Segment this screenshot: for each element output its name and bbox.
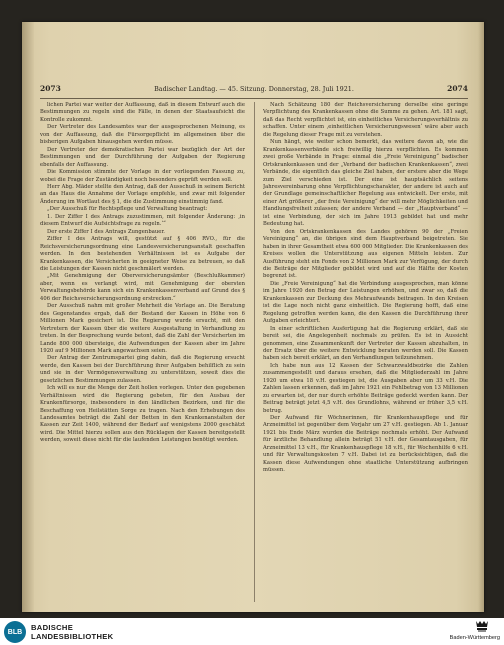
library-name: [31, 623, 113, 641]
left-column-paragraph: Die Kommission stimmte der Vorlage in der vorliegenden Fassung zu, wobei die Frage der Zuständigkeit noch besonders geprüft werden soll.: [40, 169, 245, 183]
page-number-right: 2074: [447, 84, 468, 93]
page-number-left: 2073: [40, 84, 61, 93]
left-column-paragraph: Ich will es nur die Menge der Zeit hollen vorlegen. Unter den gegebenen Verhältnissen wird die Regierung gebeten, für den Ausbau der Krankenfürsorge, insbesondere in den ländlichen Bezirken, und für die Beschaffung von Heilstätten Sorge zu tragen. Nach den Erhebungen des Landesamtes beträgt die Zahl der Betten in den Krankenanstalten der Kassen zur Zeit 1400, während der Bedarf auf wenigstens 2000 geschätzt wird. Die Mittel hierzu sollen aus den Rücklagen der Kassen bereitgestellt werden, soweit diese nicht für die laufenden Leistungen benötigt werden.: [40, 385, 245, 444]
left-column-paragraph: 1. Der Ziffer I des Antrags zuzustimmen, mit folgender Änderung: ‚in diesem Entwurf die Aufsichtsfrage zu regeln.‘“: [40, 213, 245, 228]
running-header: [40, 84, 468, 96]
baden-wuerttemberg-crest-icon: [474, 619, 490, 633]
blb-logo[interactable]: BLB: [4, 621, 26, 643]
right-column-paragraph: Ich habe nun aus 12 Kassen der Schwarzwaldbezirke die Zahlen zusammengestellt und daraus ersehen, daß die Mitgliederzahl im Jahre 1920 um etwa 18 v.H. gestiegen ist, die Ausgaben aber um 33 v.H. Die Zahlen lassen erkennen, daß im Jahre 1921 ein Fehlbetrag von 13 Millionen zu erwarten ist, der nur durch erhöhte Beiträge gedeckt werden kann. Der Beitrag beträgt jetzt 4,5 v.H. des Grundlohns, während er früher 3,5 v.H. betrug.: [263, 362, 468, 414]
right-column-paragraph: In einer schriftlichen Ausfertigung hat die Regierung erklärt, daß sie bereit sei, die Angelegenheit nochmals zu prüfen. Es ist in Aussicht genommen, eine Zusammenkunft der Vertreter der Kassen abzuhalten, in der Ersatz über die weitere Entwicklung beraten werden soll. Die Kassen haben sich bereit erklärt, an den Verhandlungen teilzunehmen.: [263, 325, 468, 362]
library-footer: [0, 618, 504, 645]
library-name-line2: LANDESBIBLIOTHEK: [31, 632, 114, 641]
right-column-paragraph: Nun hängt, wie weiter schon bemerkt, das weitere davon ab, wie die Krankenkassenverbände sich freiwillig hierzu verpflichten. Es kommen zwei große Verbände in Frage: einmal die „Freie Vereinigung“ badischer Ortskrankenkassen und der „Verband der badischen Krankenkassen“, zwei Verbände, die eigentlich das gleiche Ziel haben, der erstere aber die Wege zum Ziel verschieden ist. Der eine ist hauptsächlich seitens Jahresvereinbarung ohne Verpflichtungscharakter, der andere ist auch auf der Grundlage gemeinschaftlicher Regelung aus entwickelt. Der erste, mit einer Art größerer „der freie Vereinigung“ der will mehr Möglichkeiten und Handlungsfreiheit zulassen; der andere Verband — der „Hauptverband“ — ist eine Verbindung, der sich im Jahre 1913 gebildet hat und mehr Bedeutung hat.: [263, 139, 468, 228]
column-divider: [254, 102, 255, 602]
left-column-paragraph: Herr Abg. Mäder stellte den Antrag, daß der Ausschuß in seinem Bericht an das Haus die Annahme der Vorlage empfehle, und zwar mit folgender Änderung im Wortlaut des § 1, die die Zustimmung einstimmig fand.: [40, 183, 245, 205]
header-title: Badischer Landtag. — 45. Sitzung. Donnerstag, 28. Juli 1921.: [154, 85, 354, 93]
left-column-paragraph: „Der Ausschuß für Rechtspflege und Verwaltung beantragt:: [47, 206, 208, 213]
left-column-paragraph: Ziffer I des Antrags will, gestützt auf § 406 RVO., für die Reichsversicherungsordnung eine Landesversicherungsanstalt geschaffen werden. In den bestehenden Verhältnissen ist es Aufgabe der Krankenkassen, die Versicherten in geeigneter Weise zu betreuen, so daß die Leistungen der Kassen nicht geschmälert werden.: [40, 236, 245, 272]
left-column-paragraph: lichen Partei war weiter der Auffassung, daß in diesem Entwurf auch die Bestimmungen zu regeln sind die Fälle, in denen der Staatsaufsicht die Kontrolle zukommt.: [40, 102, 245, 123]
left-column-paragraph: Der Ausschuß nahm mit großer Mehrheit die Vorlage an. Die Beratung des Gegenstandes ergab, daß der Bestand der Kassen in Höhe von 6 Millionen Mark gesichert ist. Die Regierung wurde ersucht, mit den Vertretern der Kassen über die weitere Ausgestaltung in Verhandlung zu treten. In der Besprechung wurde betont, daß die Zahl der Versicherten im Lande 800 000 übersteige, die Aufwendungen der Kassen aber im Jahre 1920 auf 9 Millionen Mark angewachsen seien.: [40, 303, 245, 354]
left-column-paragraph: Der Vertreter der demokratischen Partei war bezüglich der Art der Bestimmungen und der Durchführung der Aufgaben der Regierung ebenfalls der Auffassung.: [40, 146, 245, 168]
right-column-paragraph: Die „Freie Vereinigung“ hat die Verbindung ausgesprochen, man könne im Jahre 1920 den Betrag der Leistungen erhöhen, und zwar so, daß die Krankenkassen zur Deckung des Mehraufwands beitragen. In den Kreisen ist die Lage noch nicht ganz einheitlich. Die Regierung hofft, daß eine Regelung getroffen werden kann, die den Kassen die Durchführung ihrer Aufgaben erleichtert.: [263, 280, 468, 325]
page-content: [22, 22, 484, 612]
left-column-paragraph: Der Antrag der Zentrumspartei ging dahin, daß die Regierung ersucht werde, den Kassen bei der Durchführung ihrer Aufgaben behilflich zu sein und sie in der Vermögensverwaltung zu unterstützen, soweit dies die gesetzlichen Bestimmungen zulassen.: [40, 355, 245, 384]
header-rule: [40, 98, 468, 99]
left-column-paragraph: „Mit Genehmigung der Oberversicherungsämter (Beschlußkammer) aber, wenn es verlangt wird, mit Genehmigung der obersten Verwaltungsbehörde kann sich ein Krankenkassenverband auf Grund des § 406 der Reichsversicherungsordnung erstrecken.“: [40, 273, 245, 302]
right-column-paragraph: Der Aufwand für Wöchnerinnen, für Krankenhauspflege und für Arzneimittel ist gegenüber dem Vorjahr um 27 v.H. gestiegen. Ab 1. Januar 1921 bis Ende März wurden die Beiträge nochmals erhöht. Der Aufwand für ärztliche Behandlung allein beträgt 51 v.H. der Gesamtausgaben, für Arzneimittel 13 v.H., für Krankenhauspflege 18 v.H., für Wochenhilfe 6 v.H. und für Verwaltungskosten 7 v.H. Dabei ist zu berücksichtigen, daß die Kassen diese Aufwendungen ohne staatliche Unterstützung aufbringen müssen.: [263, 415, 468, 474]
right-column-paragraph: Nach Schätzung 180 der Reichsversicherung derselbe eine geringe Verpflichtung des Krankenkassen ohne die Summe zu gehen. Art. 181 sagt, daß das Recht verpflichtet ist, ein einheitliches Versicherungsverhältnis zu schaffen. Unter einem ‚einheitlichen Versicherungswesen‘ wäre aber auch die Regelung dieser Frage mit zu verstehen.: [263, 102, 468, 138]
region-label: Baden-Württemberg: [449, 635, 500, 641]
library-name-line1: BADISCHE: [31, 623, 74, 632]
right-column: [263, 102, 468, 602]
left-column: [40, 102, 245, 602]
left-column-paragraph: Der Vertreter des Landesamtes war der ausgesprochenen Meinung, es von der Auffassung, daß die Fürsorgepflicht im allgemeinen über die bisherigen Aufgaben hinausgehen werden müsse.: [40, 124, 245, 146]
right-column-paragraph: Von den Ortskrankenkassen des Landes gehören 90 der „Freien Vereinigung“ an, die übrigen sind dem Hauptverband beigetreten. Sie haben in ihrer Gesamtheit etwa 600 000 Mitglieder. Die Krankenkassen des Kreises wollen die Unterstützung aus eigenen Mitteln leisten. Zur Ausführung steht ein Fonds von 2 Millionen Mark zur Verfügung, der durch die Beiträge der Mitglieder gebildet wird und auf die Hälfte der Kosten begrenzt ist.: [263, 228, 468, 280]
left-column-paragraph: Der erste Ziffer I des Antrags Zungenbauer.: [47, 228, 166, 235]
